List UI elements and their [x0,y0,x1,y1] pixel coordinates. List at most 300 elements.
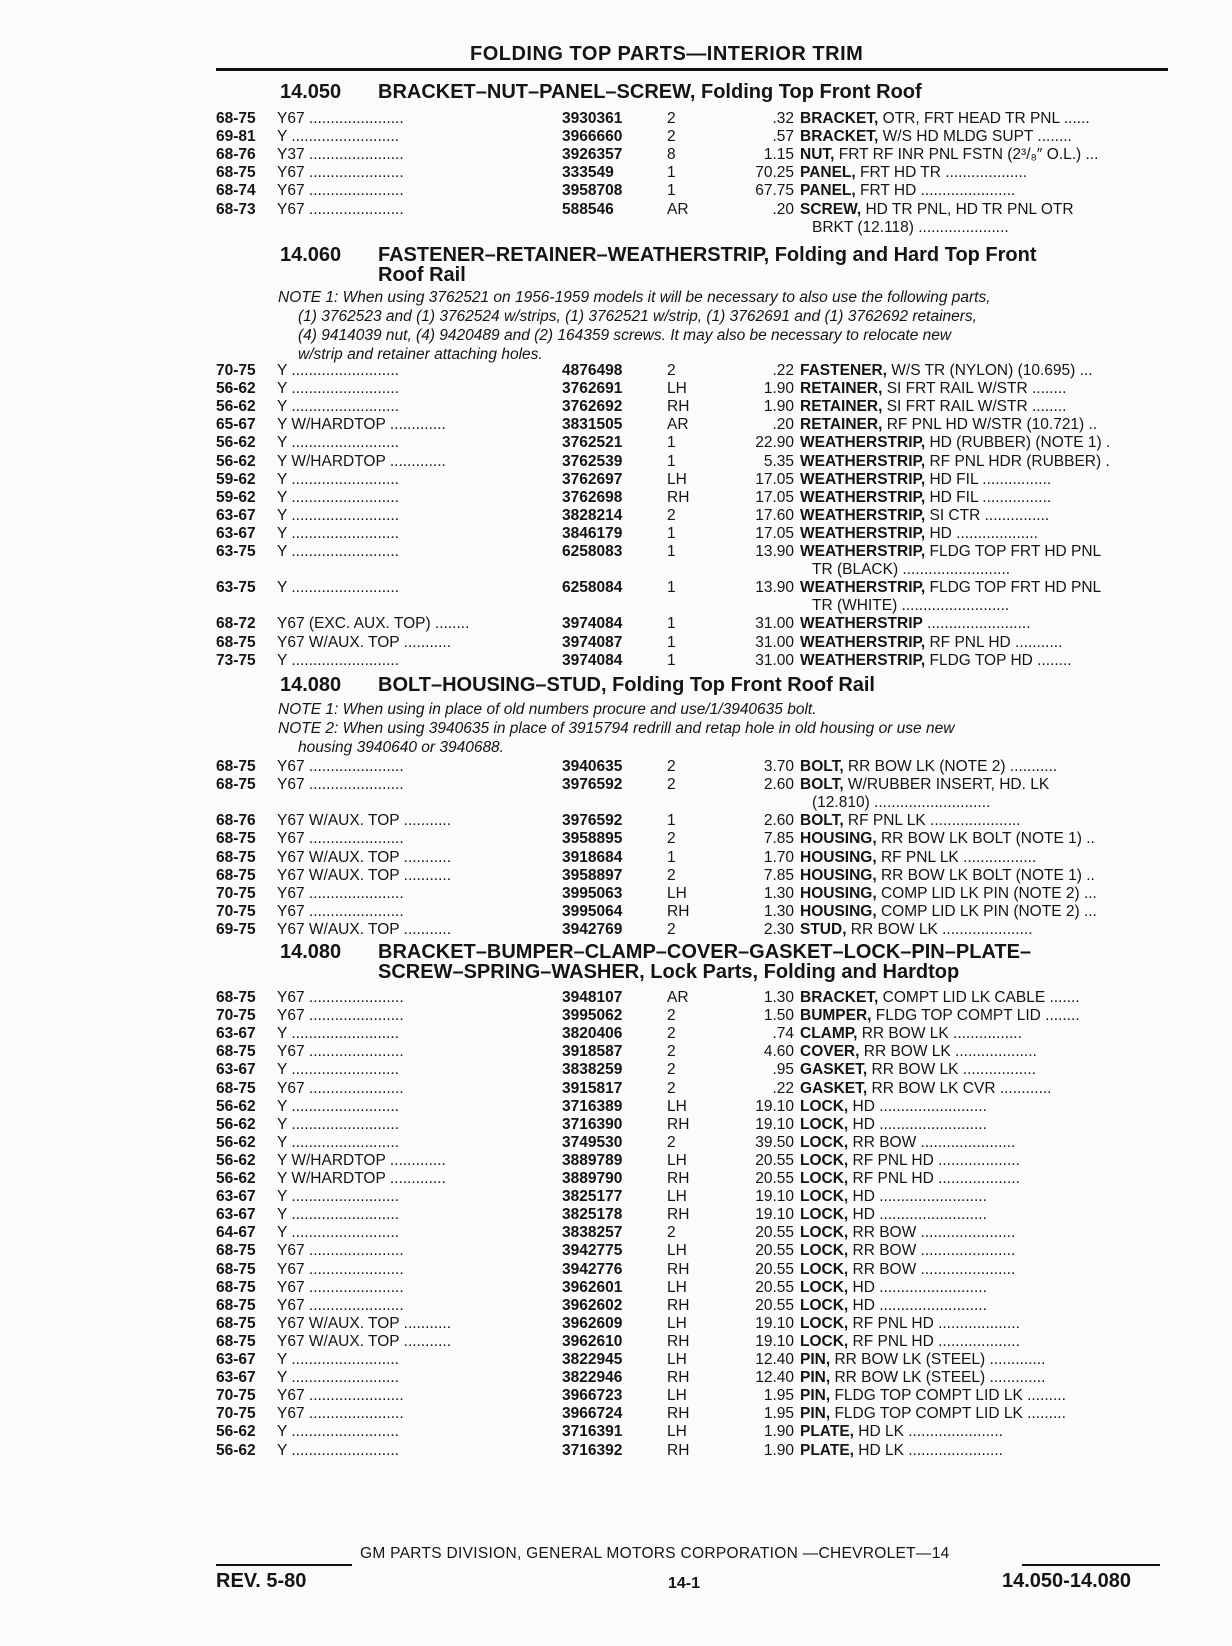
part-name: PLATE, [800,1423,854,1441]
part-name: COVER, [800,1043,860,1061]
model-years: 63-67 [216,1025,256,1043]
part-description [800,902,1182,921]
part-number: 3974084 [562,615,623,633]
body-model: Y ......................... [277,1351,400,1368]
price: 3.70 [763,758,794,775]
part-description-continued: TR (WHITE) ......................... [812,597,1010,615]
part-row [216,200,1168,219]
part-detail: HD ......................... [848,1296,987,1314]
price: .74 [772,1025,794,1043]
price: 1.95 [763,1387,794,1405]
part-row [216,361,1168,380]
part-number: 3762698 [562,488,623,506]
part-number: 3962602 [562,1296,623,1314]
quantity: AR [667,416,689,434]
body-model: Y67 ...................... [277,1007,404,1025]
quantity: 8 [667,146,676,164]
part-name: LOCK, [800,1170,849,1187]
part-name: BUMPER, [800,1007,872,1025]
body-model: Y67 ...................... [277,1242,404,1260]
model-years: 68-75 [216,866,256,884]
header-rule [216,68,1168,71]
price: 1.90 [763,398,794,416]
model-years: 63-67 [216,1206,256,1224]
part-description [800,1350,1182,1369]
body-model: Y W/HARDTOP ............. [277,1151,446,1169]
part-detail: RF PNL HD W/STR (10.721) .. [882,416,1098,434]
body-model: Y67 W/AUX. TOP ........... [277,1332,452,1350]
part-detail: RF PNL HD ................... [848,1332,1020,1350]
price: .32 [772,110,794,127]
body-model: Y67 ...................... [277,1260,404,1278]
body-model: Y67 ...................... [277,1387,404,1405]
part-detail: HD ......................... [848,1097,987,1115]
price: 20.55 [755,1242,794,1260]
body-model: Y ......................... [277,470,400,488]
price: 22.90 [755,434,794,452]
part-row [216,988,1168,1007]
group-range: 14.050-14.080 [1002,1570,1132,1592]
model-years: 56-62 [216,1423,256,1441]
model-years: 68-75 [216,1314,256,1332]
body-model: Y67 ...................... [277,164,404,182]
body-model: Y ......................... [277,362,400,379]
part-detail: RF PNL HD ................... [848,1170,1020,1187]
part-number: 3958897 [562,866,623,884]
model-years: 68-75 [216,776,256,794]
part-name: RETAINER, [800,380,883,398]
part-description [800,1314,1182,1333]
part-number: 3846179 [562,524,623,542]
model-years: 68-75 [216,1079,256,1097]
price: 67.75 [755,182,794,200]
part-number: 3716389 [562,1097,623,1115]
part-detail: RF PNL HD ................... [848,1151,1020,1169]
part-description [800,1205,1182,1224]
quantity: 2 [667,506,676,524]
note-line: (1) 3762523 and (1) 3762524 w/strips, (1) 3762521 w/strip, (1) 3762691 and (1) 3762692 retainers, [298,308,977,325]
model-years: 56-62 [216,380,256,398]
quantity: AR [667,989,689,1006]
part-row [216,397,1168,416]
model-years: 68-75 [216,1260,256,1278]
model-years: 68-75 [216,110,256,127]
price: .22 [772,1079,794,1097]
part-row [216,1368,1168,1387]
model-years: 63-67 [216,1061,256,1079]
body-model: Y67 W/AUX. TOP ........... [277,633,452,651]
price: .57 [772,128,794,146]
body-model: Y67 W/AUX. TOP ........... [277,1314,452,1332]
part-name: PLATE, [800,1441,854,1459]
part-description [800,1404,1182,1423]
part-name: PIN, [800,1387,831,1405]
quantity: LH [667,1188,687,1206]
part-detail: RF PNL LK ................. [876,848,1037,866]
part-row [216,145,1168,164]
part-name: LOCK, [800,1206,849,1224]
footer-rule-right [1022,1564,1160,1566]
part-number: 3942769 [562,920,623,938]
part-name: WEATHERSTRIP [800,615,923,633]
part-description [800,578,1182,597]
part-row [216,1314,1168,1333]
part-description-continued: (12.810) ........................... [812,794,991,812]
model-years: 68-75 [216,848,256,866]
part-detail: HD ......................... [848,1115,987,1133]
model-years: 70-75 [216,1405,256,1423]
part-number: 3974084 [562,651,623,669]
part-name: LOCK, [800,1278,849,1296]
model-years: 56-62 [216,1151,256,1169]
quantity: RH [667,398,690,416]
part-description [800,433,1182,452]
model-years: 68-75 [216,164,256,182]
price: 19.10 [755,1332,794,1350]
part-name: WEATHERSTRIP, [800,470,926,488]
part-description [800,488,1182,507]
part-number: 3962601 [562,1278,623,1296]
part-description [800,163,1182,182]
part-row [216,848,1168,867]
model-years: 56-62 [216,1170,256,1187]
part-name: HOUSING, [800,866,877,884]
part-number: 3822945 [562,1351,623,1368]
part-row [216,1278,1168,1297]
part-detail: COMPT LID LK CABLE ....... [878,989,1080,1006]
price: 17.05 [755,488,794,506]
price: 19.10 [755,1206,794,1224]
body-model: Y ......................... [277,1188,400,1206]
model-years: 56-62 [216,434,256,452]
part-row [216,1404,1168,1423]
part-detail: RF PNL LK ..................... [843,812,1021,830]
section-number: 14.080 [280,674,342,696]
quantity: 2 [667,1079,676,1097]
model-years: 65-67 [216,416,256,434]
part-name: WEATHERSTRIP, [800,524,926,542]
body-model: Y67 ...................... [277,1278,404,1296]
part-description [800,506,1182,525]
quantity: 2 [667,920,676,938]
quantity: 1 [667,164,676,182]
body-model: Y67 ...................... [277,110,404,127]
part-detail: FLDG TOP COMPT LID LK ......... [830,1405,1066,1423]
part-name: HOUSING, [800,830,877,848]
part-row [216,1441,1168,1460]
part-number: 3962609 [562,1314,623,1332]
part-name: GASKET, [800,1061,868,1079]
part-number: 3831505 [562,416,623,434]
part-name: BOLT, [800,812,844,830]
part-detail: HD ......................... [848,1188,987,1206]
section-title-line: BRACKET–NUT–PANEL–SCREW, Folding Top Front Roof [378,81,922,103]
part-number: 3716390 [562,1115,623,1133]
part-description [800,1223,1182,1242]
part-detail: RR BOW ...................... [848,1260,1016,1278]
part-number: 3889790 [562,1170,623,1187]
model-years: 56-62 [216,1133,256,1151]
part-number: 3942775 [562,1242,623,1260]
part-detail: RR BOW LK CVR ............ [867,1079,1052,1097]
note-line: w/strip and retainer attaching holes. [298,346,543,363]
part-name: LOCK, [800,1260,849,1278]
part-row [216,109,1168,128]
part-description [800,775,1182,794]
part-number: 3976592 [562,776,623,794]
part-row [216,181,1168,200]
body-model: Y67 ...................... [277,884,404,902]
part-description [800,1151,1182,1170]
quantity: LH [667,1423,687,1441]
part-number: 3828214 [562,506,623,524]
body-model: Y ......................... [277,434,400,452]
part-name: PIN, [800,1369,831,1387]
price: 7.85 [763,830,794,848]
part-row [216,379,1168,398]
part-row [216,1097,1168,1116]
price: 20.55 [755,1278,794,1296]
price: 20.55 [755,1260,794,1278]
part-row [216,1151,1168,1170]
body-model: Y ......................... [277,1423,400,1441]
quantity: 1 [667,812,676,830]
part-detail: RR BOW LK (NOTE 2) ........... [843,758,1058,775]
part-detail: FRT HD TR ................... [855,164,1028,182]
quantity: 1 [667,848,676,866]
part-name: CLAMP, [800,1025,858,1043]
part-name: WEATHERSTRIP, [800,452,926,470]
part-row [216,1133,1168,1152]
body-model: Y ......................... [277,1061,400,1079]
part-name: LOCK, [800,1115,849,1133]
part-description [800,524,1182,543]
quantity: 1 [667,615,676,633]
body-model: Y ......................... [277,1115,400,1133]
price: .95 [772,1061,794,1079]
part-number: 3966724 [562,1405,623,1423]
part-name: WEATHERSTRIP, [800,579,926,597]
part-detail: FLDG TOP HD ........ [925,651,1072,669]
section-title-line: Roof Rail [378,264,466,286]
body-model: Y67 W/AUX. TOP ........... [277,866,452,884]
body-model: Y ......................... [277,1133,400,1151]
body-model: Y W/HARDTOP ............. [277,1170,446,1187]
quantity: RH [667,488,690,506]
body-model: Y W/HARDTOP ............. [277,416,446,434]
section-number: 14.050 [280,81,342,103]
part-name: BOLT, [800,758,844,775]
part-detail: RR BOW LK ................. [867,1061,1036,1079]
price: .20 [772,416,794,434]
quantity: LH [667,1387,687,1405]
model-years: 69-81 [216,128,256,146]
part-row [216,415,1168,434]
quantity: LH [667,380,687,398]
model-years: 56-62 [216,1441,256,1459]
body-model: Y67 ...................... [277,902,404,920]
part-description [800,1368,1182,1387]
quantity: 2 [667,110,676,127]
price: .20 [772,200,794,218]
price: 1.90 [763,380,794,398]
model-years: 63-67 [216,524,256,542]
part-row [216,1296,1168,1315]
model-years: 56-62 [216,1115,256,1133]
quantity: RH [667,1332,690,1350]
part-description [800,470,1182,489]
part-row [216,542,1168,561]
part-description [800,1060,1182,1079]
part-description [800,1187,1182,1206]
quantity: 2 [667,1007,676,1025]
quantity: 2 [667,866,676,884]
part-detail: HD ......................... [848,1206,987,1224]
part-description [800,811,1182,830]
part-name: PIN, [800,1405,831,1423]
part-description [800,757,1182,776]
part-number: 3976592 [562,812,623,830]
part-description [800,452,1182,471]
part-description [800,866,1182,885]
part-number: 3940635 [562,758,623,775]
model-years: 68-75 [216,989,256,1006]
body-model: Y ......................... [277,506,400,524]
quantity: RH [667,1441,690,1459]
body-model: Y67 W/AUX. TOP ........... [277,812,452,830]
section-note [278,288,1168,364]
quantity: RH [667,1115,690,1133]
part-row [216,920,1168,939]
price: 19.10 [755,1188,794,1206]
part-name: PIN, [800,1351,831,1368]
quantity: RH [667,1206,690,1224]
model-years: 70-75 [216,1387,256,1405]
part-row [216,1042,1168,1061]
part-detail: FLDG TOP COMPT LID LK ......... [830,1387,1066,1405]
price: 20.55 [755,1224,794,1242]
model-years: 68-75 [216,1278,256,1296]
part-detail: SI FRT RAIL W/STR ........ [882,398,1067,416]
part-detail: RR BOW LK ..................... [846,920,1033,938]
body-model: Y ......................... [277,380,400,398]
model-years: 63-67 [216,506,256,524]
price: 70.25 [755,164,794,182]
part-row [216,1079,1168,1098]
model-years: 68-76 [216,812,256,830]
part-name: NUT, [800,146,835,164]
quantity: LH [667,1314,687,1332]
price: 2.60 [763,776,794,794]
part-number: 3762692 [562,398,623,416]
body-model: Y67 ...................... [277,1296,404,1314]
price: 19.10 [755,1097,794,1115]
body-model: Y ......................... [277,543,400,560]
part-detail: HD ................... [925,524,1038,542]
body-model: Y ......................... [277,398,400,416]
price: 1.90 [763,1441,794,1459]
quantity: 2 [667,776,676,794]
price: 12.40 [755,1369,794,1387]
part-detail: HD FIL ................ [925,488,1052,506]
model-years: 63-67 [216,1369,256,1387]
quantity: 2 [667,758,676,775]
part-row [216,651,1168,670]
part-description [800,145,1182,164]
part-row [216,1115,1168,1134]
part-number: 3995064 [562,902,623,920]
page-number: 14-1 [668,1575,701,1592]
part-number: 3918587 [562,1043,623,1061]
model-years: 70-75 [216,884,256,902]
note-line: housing 3940640 or 3940688. [298,739,504,756]
part-name: LOCK, [800,1242,849,1260]
part-row [216,578,1168,597]
body-model: Y ......................... [277,1206,400,1224]
part-number: 3825178 [562,1206,623,1224]
quantity: LH [667,1242,687,1260]
part-name: WEATHERSTRIP, [800,488,926,506]
part-row [216,1386,1168,1405]
price: 7.85 [763,866,794,884]
part-description [800,1133,1182,1152]
model-years: 68-74 [216,182,256,200]
part-name: RETAINER, [800,398,883,416]
part-detail: RR BOW LK ................... [859,1043,1037,1061]
part-row [216,127,1168,146]
part-description [800,1260,1182,1279]
body-model: Y67 ...................... [277,182,404,200]
model-years: 70-75 [216,362,256,379]
part-name: PANEL, [800,164,856,182]
model-years: 63-67 [216,1351,256,1368]
part-detail: HD ......................... [848,1278,987,1296]
quantity: 2 [667,1025,676,1043]
quantity: 2 [667,1133,676,1151]
quantity: 1 [667,579,676,597]
part-name: LOCK, [800,1188,849,1206]
quantity: 2 [667,128,676,146]
part-row [216,775,1168,794]
part-row [216,488,1168,507]
quantity: RH [667,1260,690,1278]
price: 1.90 [763,1423,794,1441]
part-name: BRACKET, [800,128,879,146]
model-years: 68-75 [216,1296,256,1314]
quantity: LH [667,1097,687,1115]
part-description [800,1241,1182,1260]
part-number: 3749530 [562,1133,623,1151]
part-row [216,1024,1168,1043]
quantity: 1 [667,633,676,651]
part-row [216,452,1168,471]
price: 17.60 [755,506,794,524]
part-number: 3918684 [562,848,623,866]
part-number: 3762539 [562,452,623,470]
part-description [800,633,1182,652]
part-number: 3762521 [562,434,623,452]
model-years: 64-67 [216,1224,256,1242]
part-row [216,506,1168,525]
part-detail: HD LK ...................... [853,1423,1003,1441]
part-row [216,1422,1168,1441]
body-model: Y67 ...................... [277,989,404,1006]
part-detail: FLDG TOP COMPT LID ........ [871,1007,1080,1025]
quantity: RH [667,1369,690,1387]
body-model: Y67 ...................... [277,830,404,848]
quantity: 2 [667,830,676,848]
model-years: 56-62 [216,398,256,416]
